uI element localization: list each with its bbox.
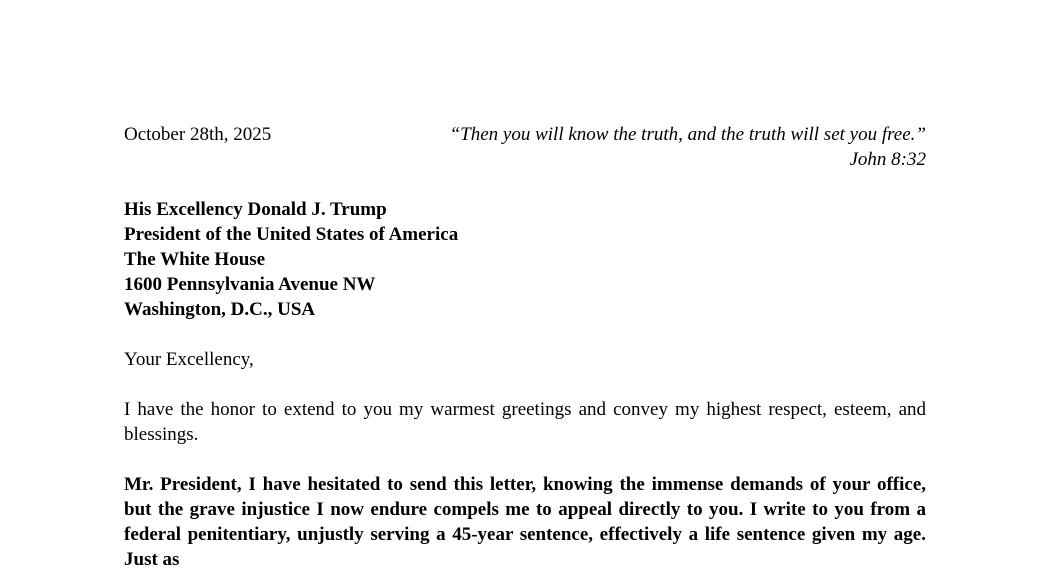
recipient-city: Washington, D.C., USA [124, 299, 316, 320]
epigraph-citation: John 8:32 [849, 149, 926, 170]
recipient-street: 1600 Pennsylvania Avenue NW [124, 274, 376, 295]
epigraph [450, 122, 926, 172]
letter-body [124, 122, 926, 572]
recipient-office: The White House [124, 249, 266, 270]
paragraph-greeting: I have the honor to extend to you my warmest greetings and convey my highest respect, esteem, and blessings. [124, 399, 926, 445]
recipient-title: President of the United States of America [124, 224, 459, 245]
letter-header [124, 122, 926, 172]
epigraph-quote: “Then you will know the truth, and the truth will set you free.” [449, 124, 926, 145]
paragraph-appeal: Mr. President, I have hesitated to send this letter, knowing the immense demands of your office, but the grave injustice I now endure compels me to appeal directly to you. I write to you from a federal penitentiary, unjustly serving a 45-year sentence, effectively a life sentence given my age. Just as [124, 474, 926, 570]
recipient-address [124, 197, 926, 322]
salutation: Your Excellency, [124, 349, 254, 370]
recipient-name: His Excellency Donald J. Trump [124, 199, 387, 220]
letter-date: October 28th, 2025 [124, 124, 272, 145]
